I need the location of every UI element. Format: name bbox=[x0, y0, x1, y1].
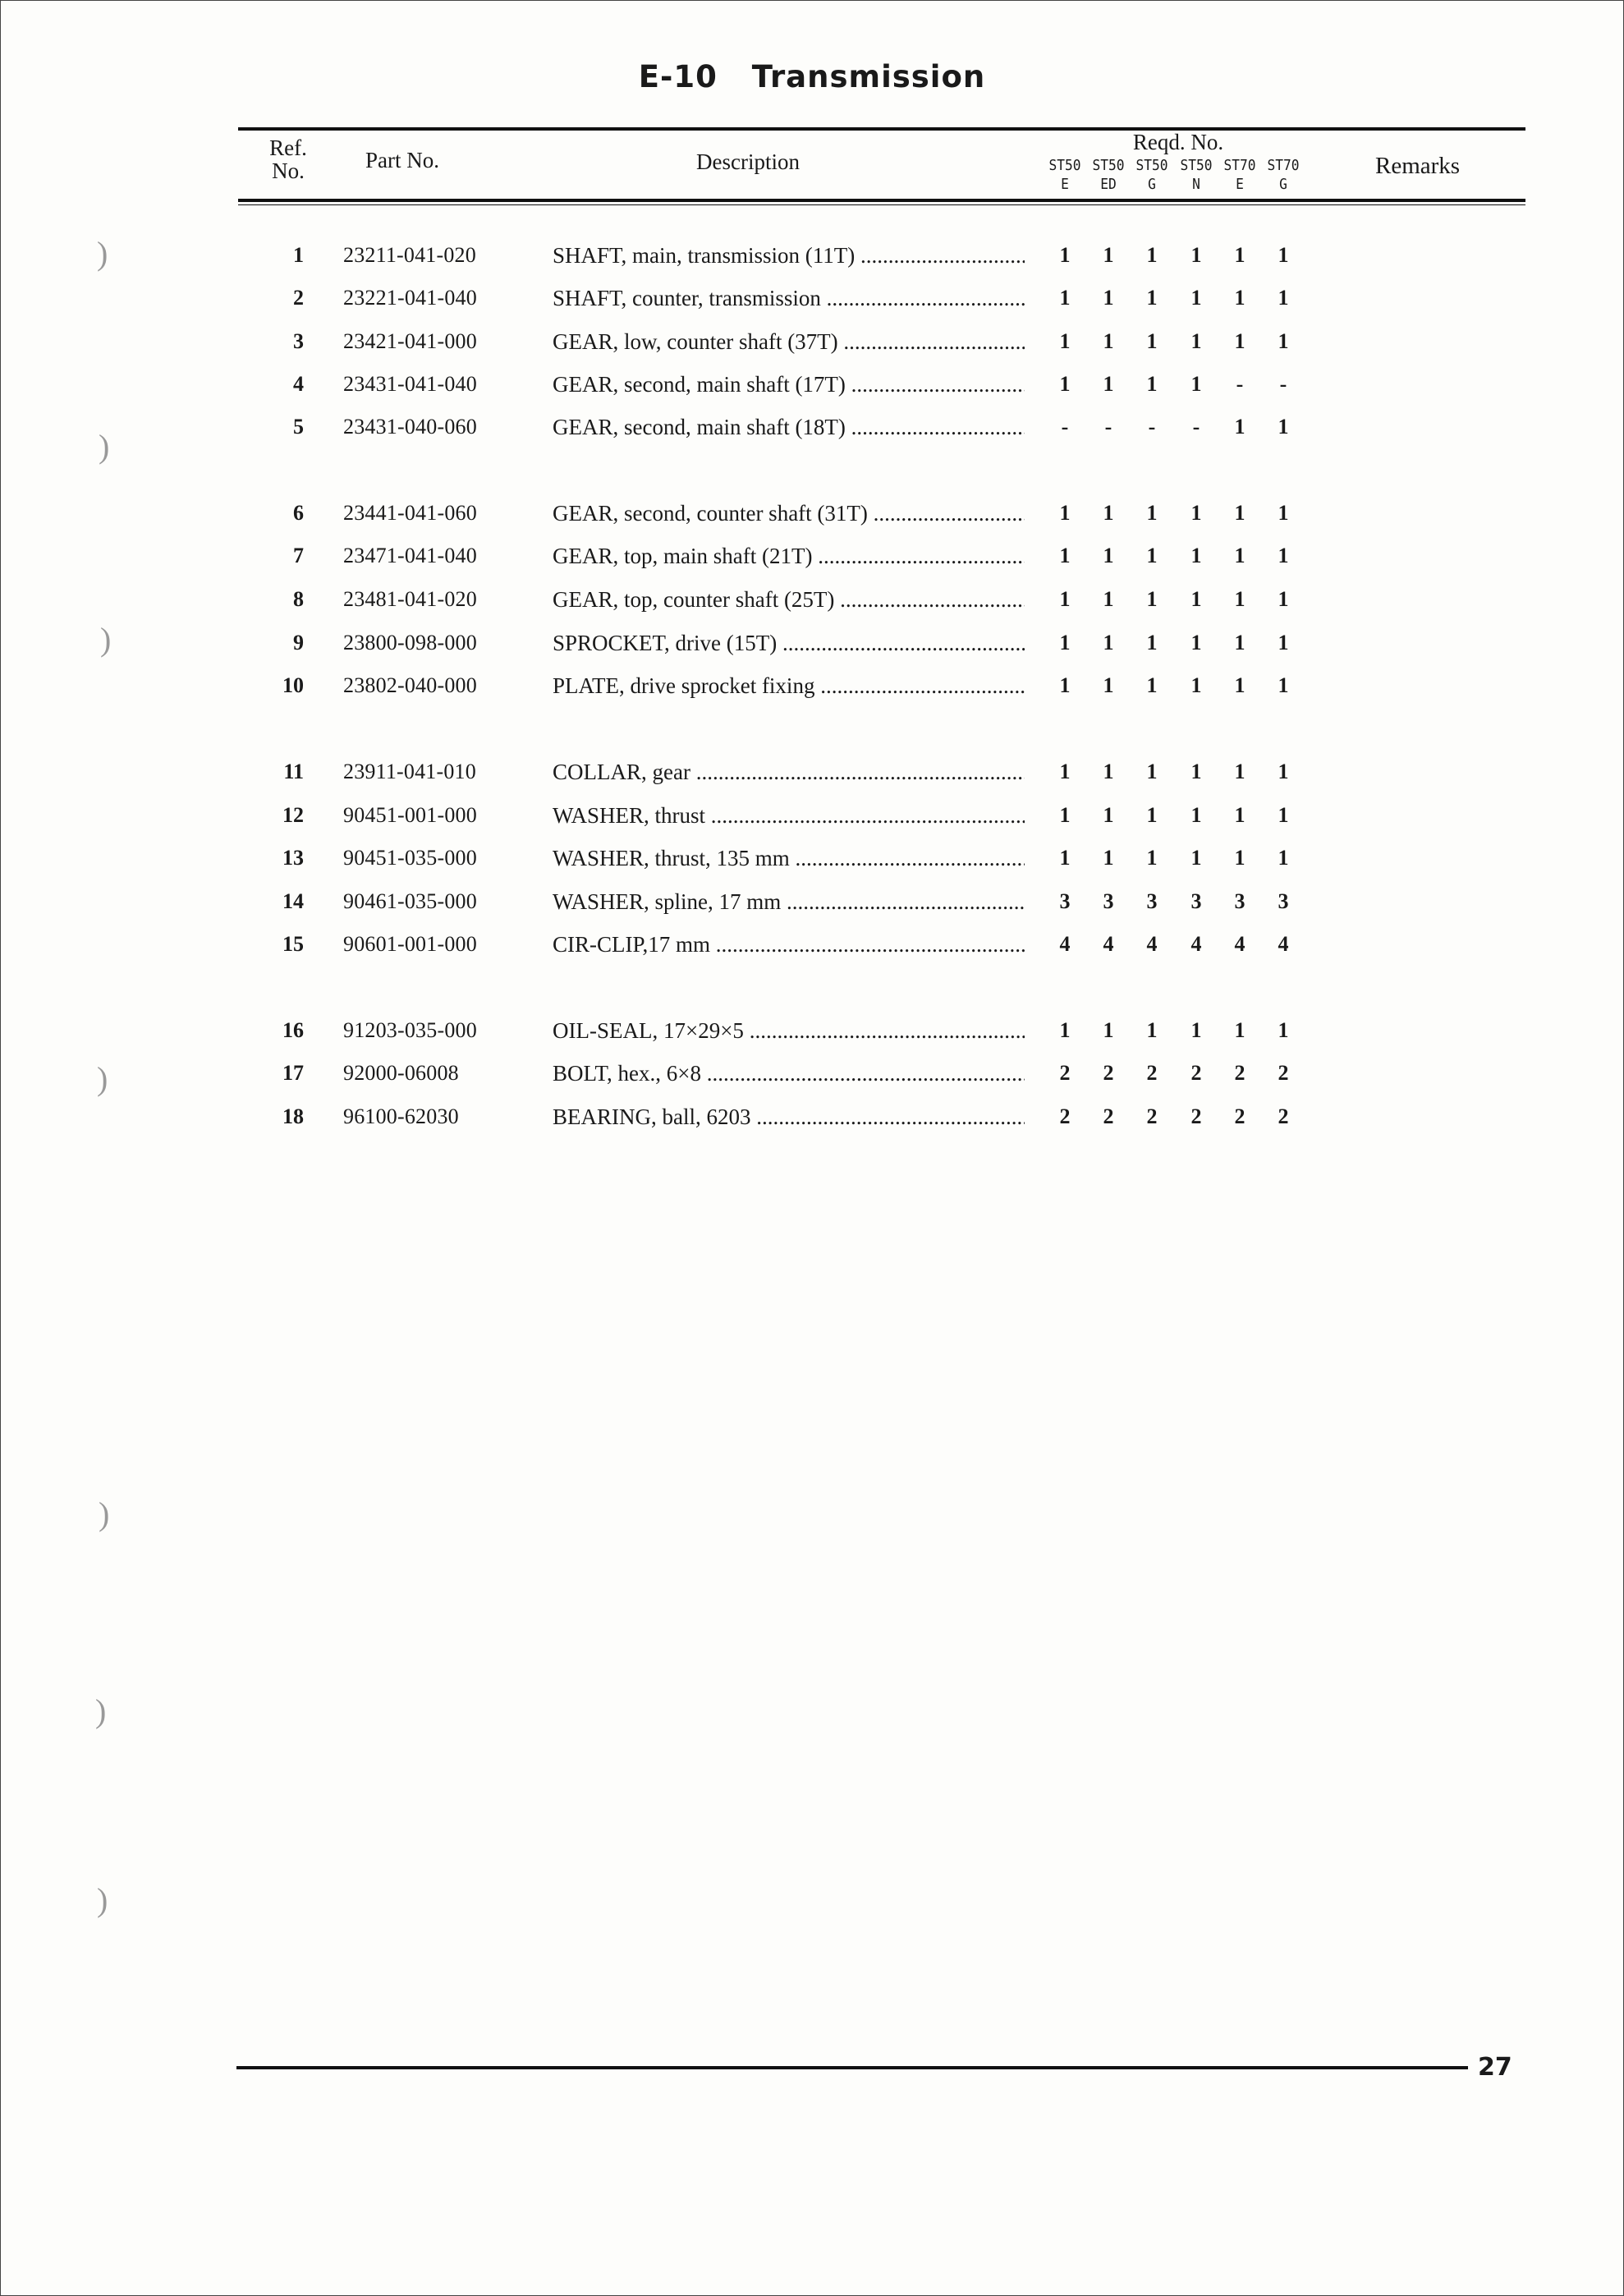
part-description: WASHER, spline, 17 mm ..... bbox=[553, 889, 1025, 915]
section-name: Transmission bbox=[751, 59, 986, 94]
part-number: 91203-035-000 bbox=[343, 1018, 477, 1042]
part-description: GEAR, second, main shaft (18T) ..... bbox=[553, 415, 1025, 440]
required-qty: 1 bbox=[1190, 286, 1202, 310]
table-row bbox=[0, 587, 1624, 620]
required-qty: 1 bbox=[1059, 803, 1071, 827]
required-qty: 2 bbox=[1059, 1061, 1071, 1085]
required-qty: 1 bbox=[1278, 544, 1289, 567]
required-qty: 1 bbox=[1103, 544, 1114, 567]
ref-number: 9 bbox=[293, 631, 304, 654]
required-qty: - bbox=[1104, 415, 1112, 439]
ref-number: 17 bbox=[282, 1061, 304, 1085]
header-ref-label: Ref. bbox=[269, 135, 307, 160]
table-row bbox=[0, 1018, 1624, 1051]
table-row bbox=[0, 372, 1624, 405]
required-qty: 1 bbox=[1278, 846, 1289, 870]
required-qty: 1 bbox=[1234, 501, 1246, 525]
part-number: 23431-041-040 bbox=[343, 372, 477, 396]
part-description: BEARING, ball, 6203 ..... bbox=[553, 1104, 1025, 1130]
table-row bbox=[0, 329, 1624, 362]
ref-number: 3 bbox=[293, 329, 304, 353]
ref-number: 18 bbox=[282, 1104, 304, 1128]
required-qty: 2 bbox=[1234, 1104, 1246, 1128]
required-qty: 3 bbox=[1059, 889, 1071, 913]
required-qty: 1 bbox=[1278, 501, 1289, 525]
required-qty: 1 bbox=[1103, 673, 1114, 697]
scan-mark: ) bbox=[99, 428, 110, 465]
required-qty: 1 bbox=[1234, 760, 1246, 783]
ref-number: 1 bbox=[293, 243, 304, 267]
required-qty: 1 bbox=[1190, 673, 1202, 697]
required-qty: 1 bbox=[1059, 501, 1071, 525]
part-description: GEAR, top, counter shaft (25T) ..... bbox=[553, 587, 1025, 613]
part-description: WASHER, thrust, 135 mm ..... bbox=[553, 846, 1025, 871]
part-number: 90601-001-000 bbox=[343, 932, 477, 956]
required-qty: 2 bbox=[1103, 1061, 1114, 1085]
table-row bbox=[0, 415, 1624, 448]
table-row bbox=[0, 889, 1624, 922]
part-number: 23471-041-040 bbox=[343, 544, 477, 567]
required-qty: 4 bbox=[1234, 932, 1246, 956]
header-bottom-rule bbox=[238, 199, 1525, 202]
required-qty: 1 bbox=[1103, 286, 1114, 310]
required-qty: 1 bbox=[1234, 286, 1246, 310]
required-qty: 4 bbox=[1190, 932, 1202, 956]
required-qty: 1 bbox=[1146, 803, 1158, 827]
scan-mark: ) bbox=[95, 1692, 107, 1729]
header-remarks: Remarks bbox=[1375, 153, 1461, 179]
required-qty: 4 bbox=[1278, 932, 1289, 956]
model-name: ST70 bbox=[1223, 157, 1256, 174]
required-qty: 1 bbox=[1146, 286, 1158, 310]
part-description: WASHER, thrust ..... bbox=[553, 803, 1025, 829]
required-qty: - bbox=[1148, 415, 1156, 439]
required-qty: 1 bbox=[1103, 372, 1114, 396]
required-qty: 1 bbox=[1190, 544, 1202, 567]
header-no-label: No. bbox=[272, 158, 305, 183]
part-number: 23211-041-020 bbox=[343, 243, 476, 267]
required-qty: 1 bbox=[1278, 243, 1289, 267]
required-qty: 1 bbox=[1059, 673, 1071, 697]
model-variant: G bbox=[1279, 176, 1287, 193]
scan-mark: ) bbox=[97, 235, 108, 272]
required-qty: 1 bbox=[1278, 587, 1289, 611]
section-code: E-10 bbox=[638, 59, 718, 94]
page-number: 27 bbox=[1478, 2053, 1512, 2082]
part-description: SHAFT, main, transmission (11T) ..... bbox=[553, 243, 1025, 269]
required-qty: 1 bbox=[1190, 760, 1202, 783]
header-reqd-no: Reqd. No. bbox=[1132, 130, 1224, 154]
table-row bbox=[0, 1104, 1624, 1137]
model-column-header bbox=[1090, 156, 1128, 194]
required-qty: 1 bbox=[1234, 544, 1246, 567]
part-description: GEAR, top, main shaft (21T) ..... bbox=[553, 544, 1025, 569]
ref-number: 7 bbox=[293, 544, 304, 567]
part-number: 23431-040-060 bbox=[343, 415, 477, 439]
model-column-header bbox=[1046, 156, 1085, 194]
model-name: ST50 bbox=[1135, 157, 1168, 174]
ref-number: 4 bbox=[293, 372, 304, 396]
scan-mark: ) bbox=[97, 1881, 108, 1918]
header-ref-no bbox=[267, 136, 310, 182]
required-qty: 2 bbox=[1190, 1104, 1202, 1128]
table-row bbox=[0, 673, 1624, 706]
required-qty: 2 bbox=[1103, 1104, 1114, 1128]
required-qty: 1 bbox=[1103, 631, 1114, 654]
required-qty: 1 bbox=[1059, 544, 1071, 567]
table-row bbox=[0, 544, 1624, 576]
model-name: ST70 bbox=[1267, 157, 1300, 174]
required-qty: 3 bbox=[1146, 889, 1158, 913]
required-qty: 1 bbox=[1103, 587, 1114, 611]
required-qty: 2 bbox=[1146, 1061, 1158, 1085]
table-row bbox=[0, 286, 1624, 319]
table-row bbox=[0, 803, 1624, 836]
part-description: OIL-SEAL, 17×29×5 ..... bbox=[553, 1018, 1025, 1044]
required-qty: 1 bbox=[1146, 544, 1158, 567]
required-qty: 1 bbox=[1103, 760, 1114, 783]
model-variant: G bbox=[1148, 176, 1156, 193]
required-qty: 1 bbox=[1190, 501, 1202, 525]
required-qty: 3 bbox=[1190, 889, 1202, 913]
required-qty: 1 bbox=[1190, 631, 1202, 654]
required-qty: 1 bbox=[1190, 803, 1202, 827]
required-qty: - bbox=[1192, 415, 1200, 439]
part-description: GEAR, second, counter shaft (31T) ..... bbox=[553, 501, 1025, 526]
header-top-rule bbox=[238, 127, 1525, 131]
required-qty: 1 bbox=[1278, 329, 1289, 353]
table-row bbox=[0, 631, 1624, 664]
model-variant: E bbox=[1236, 176, 1244, 193]
ref-number: 13 bbox=[282, 846, 304, 870]
part-number: 23481-041-020 bbox=[343, 587, 477, 611]
required-qty: 1 bbox=[1190, 846, 1202, 870]
required-qty: 1 bbox=[1103, 803, 1114, 827]
required-qty: 1 bbox=[1146, 587, 1158, 611]
page-title bbox=[0, 59, 1624, 94]
ref-number: 11 bbox=[283, 760, 304, 783]
table-row bbox=[0, 1061, 1624, 1094]
part-description: CIR-CLIP,17 mm ..... bbox=[553, 932, 1025, 957]
table-row bbox=[0, 760, 1624, 792]
required-qty: 1 bbox=[1234, 243, 1246, 267]
ref-number: 2 bbox=[293, 286, 304, 310]
required-qty: 1 bbox=[1059, 1018, 1071, 1042]
part-description: PLATE, drive sprocket fixing ..... bbox=[553, 673, 1025, 699]
required-qty: 1 bbox=[1146, 1018, 1158, 1042]
model-variant: N bbox=[1192, 176, 1200, 193]
required-qty: 1 bbox=[1059, 372, 1071, 396]
model-name: ST50 bbox=[1092, 157, 1125, 174]
model-variant: ED bbox=[1100, 176, 1117, 193]
part-number: 23221-041-040 bbox=[343, 286, 477, 310]
ref-number: 6 bbox=[293, 501, 304, 525]
ref-number: 16 bbox=[282, 1018, 304, 1042]
required-qty: 1 bbox=[1234, 329, 1246, 353]
model-name: ST50 bbox=[1048, 157, 1081, 174]
required-qty: 1 bbox=[1103, 846, 1114, 870]
required-qty: 2 bbox=[1234, 1061, 1246, 1085]
required-qty: 1 bbox=[1103, 501, 1114, 525]
required-qty: 1 bbox=[1059, 846, 1071, 870]
model-column-header bbox=[1221, 156, 1259, 194]
required-qty: - bbox=[1279, 372, 1287, 396]
required-qty: 1 bbox=[1234, 1018, 1246, 1042]
required-qty: 1 bbox=[1234, 846, 1246, 870]
required-qty: 1 bbox=[1234, 587, 1246, 611]
table-row bbox=[0, 501, 1624, 534]
required-qty: 1 bbox=[1059, 243, 1071, 267]
required-qty: - bbox=[1236, 372, 1244, 396]
model-variant: E bbox=[1061, 176, 1069, 193]
required-qty: 1 bbox=[1059, 329, 1071, 353]
part-description: COLLAR, gear ..... bbox=[553, 760, 1025, 785]
required-qty: 3 bbox=[1103, 889, 1114, 913]
required-qty: 1 bbox=[1103, 329, 1114, 353]
required-qty: 1 bbox=[1278, 415, 1289, 439]
required-qty: 1 bbox=[1278, 803, 1289, 827]
required-qty: 3 bbox=[1234, 889, 1246, 913]
required-qty: 1 bbox=[1146, 501, 1158, 525]
part-description: GEAR, second, main shaft (17T) ..... bbox=[553, 372, 1025, 397]
required-qty: 1 bbox=[1146, 329, 1158, 353]
required-qty: 2 bbox=[1190, 1061, 1202, 1085]
required-qty: - bbox=[1061, 415, 1069, 439]
required-qty: 2 bbox=[1059, 1104, 1071, 1128]
required-qty: 1 bbox=[1059, 286, 1071, 310]
model-column-header bbox=[1177, 156, 1216, 194]
part-number: 90451-001-000 bbox=[343, 803, 477, 827]
required-qty: 1 bbox=[1234, 415, 1246, 439]
scan-mark: ) bbox=[100, 621, 112, 658]
required-qty: 1 bbox=[1278, 1018, 1289, 1042]
required-qty: 3 bbox=[1278, 889, 1289, 913]
table-row bbox=[0, 243, 1624, 276]
required-qty: 1 bbox=[1059, 760, 1071, 783]
required-qty: 1 bbox=[1146, 846, 1158, 870]
required-qty: 1 bbox=[1103, 1018, 1114, 1042]
required-qty: 1 bbox=[1278, 760, 1289, 783]
model-column-header bbox=[1264, 156, 1303, 194]
required-qty: 1 bbox=[1190, 1018, 1202, 1042]
required-qty: 1 bbox=[1190, 587, 1202, 611]
part-description: SHAFT, counter, transmission ..... bbox=[553, 286, 1025, 311]
required-qty: 2 bbox=[1146, 1104, 1158, 1128]
required-qty: 1 bbox=[1146, 760, 1158, 783]
model-name: ST50 bbox=[1180, 157, 1213, 174]
required-qty: 1 bbox=[1146, 243, 1158, 267]
part-number: 23441-041-060 bbox=[343, 501, 477, 525]
required-qty: 1 bbox=[1146, 372, 1158, 396]
part-description: BOLT, hex., 6×8 ..... bbox=[553, 1061, 1025, 1086]
part-number: 90461-035-000 bbox=[343, 889, 477, 913]
required-qty: 1 bbox=[1103, 243, 1114, 267]
required-qty: 1 bbox=[1190, 243, 1202, 267]
required-qty: 1 bbox=[1278, 673, 1289, 697]
ref-number: 14 bbox=[282, 889, 304, 913]
header-description: Description bbox=[696, 149, 800, 174]
required-qty: 1 bbox=[1059, 631, 1071, 654]
table-row bbox=[0, 846, 1624, 879]
ref-number: 10 bbox=[282, 673, 304, 697]
header-bottom-rule-thin bbox=[238, 204, 1525, 205]
required-qty: 1 bbox=[1059, 587, 1071, 611]
model-column-header bbox=[1133, 156, 1172, 194]
required-qty: 2 bbox=[1278, 1104, 1289, 1128]
required-qty: 1 bbox=[1278, 286, 1289, 310]
header-part-no: Part No. bbox=[365, 148, 439, 172]
required-qty: 1 bbox=[1190, 329, 1202, 353]
ref-number: 15 bbox=[282, 932, 304, 956]
required-qty: 1 bbox=[1146, 673, 1158, 697]
part-description: GEAR, low, counter shaft (37T) ..... bbox=[553, 329, 1025, 355]
required-qty: 2 bbox=[1278, 1061, 1289, 1085]
scan-mark: ) bbox=[99, 1495, 110, 1532]
part-description: SPROCKET, drive (15T) ..... bbox=[553, 631, 1025, 656]
required-qty: 1 bbox=[1278, 631, 1289, 654]
ref-number: 12 bbox=[282, 803, 304, 827]
required-qty: 4 bbox=[1146, 932, 1158, 956]
part-number: 90451-035-000 bbox=[343, 846, 477, 870]
required-qty: 4 bbox=[1059, 932, 1071, 956]
part-number: 23421-041-000 bbox=[343, 329, 477, 353]
part-number: 96100-62030 bbox=[343, 1104, 459, 1128]
ref-number: 8 bbox=[293, 587, 304, 611]
required-qty: 1 bbox=[1234, 803, 1246, 827]
ref-number: 5 bbox=[293, 415, 304, 439]
part-number: 23800-098-000 bbox=[343, 631, 477, 654]
required-qty: 1 bbox=[1234, 631, 1246, 654]
footer-rule bbox=[236, 2066, 1468, 2069]
table-row bbox=[0, 932, 1624, 965]
required-qty: 1 bbox=[1146, 631, 1158, 654]
required-qty: 1 bbox=[1190, 372, 1202, 396]
required-qty: 4 bbox=[1103, 932, 1114, 956]
part-number: 92000-06008 bbox=[343, 1061, 459, 1085]
required-qty: 1 bbox=[1234, 673, 1246, 697]
scan-mark: ) bbox=[97, 1060, 108, 1097]
part-number: 23911-041-010 bbox=[343, 760, 476, 783]
part-number: 23802-040-000 bbox=[343, 673, 477, 697]
